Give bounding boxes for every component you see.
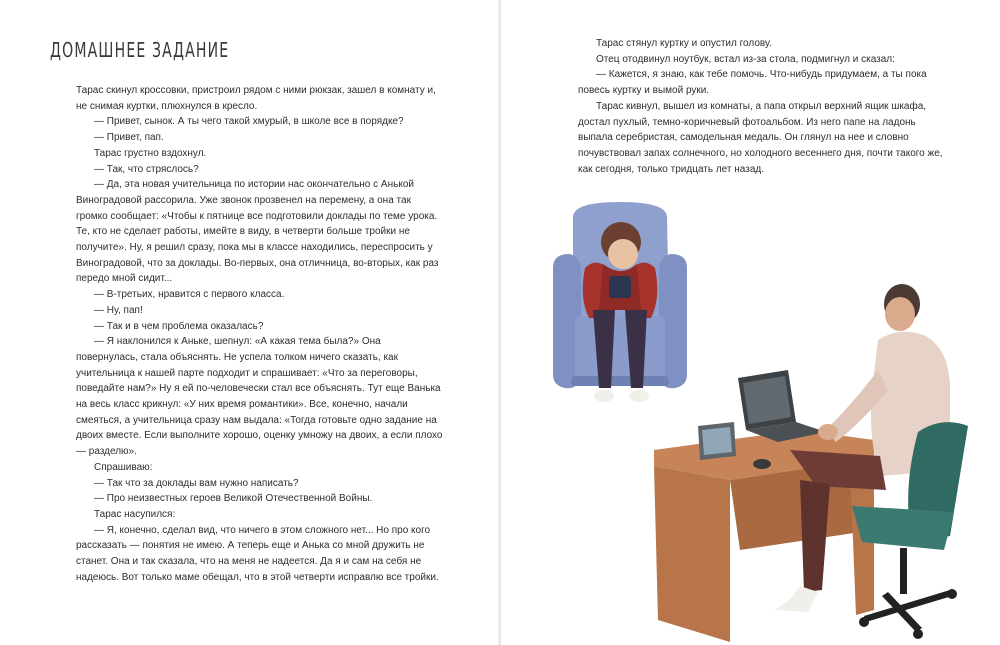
paragraph: — Да, эта новая учительница по истории нас окончательно с Анькой Виноградовой рассорила. Уже звонок прозвенел на перемену, а она так громко сообщает: «Чтобы к пятнице все подготовили доклады по теме урока. Те, кто не сделает работы, имейте в виду, в четверти больше тройки не получите». Ну, я решил сразу, пока мы в классе находились, переспросить у Виноградовой, что за доклады. Во-первых, она отличница, во-вторых, как раз передо мной сидит... — [76, 179, 439, 285]
left-page — [0, 0, 499, 645]
father-at-desk-illustration — [650, 280, 980, 642]
tablet — [698, 422, 736, 460]
paragraph: — Ну, пап! — [94, 304, 143, 316]
paragraph: Тарас насупился: — [94, 508, 176, 520]
mouse — [753, 459, 771, 469]
paragraph: — Так и в чем проблема оказалась? — [94, 320, 264, 332]
paragraph: — Кажется, я знаю, как тебе помочь. Что-нибудь придумаем, а ты пока повесь куртку и вымой руки. — [578, 69, 927, 97]
paragraph: Спрашиваю: — [94, 461, 153, 473]
paragraph: — Про неизвестных героев Великой Отечественной Войны. — [94, 493, 373, 505]
paragraph: Тарас грустно вздохнул. — [94, 147, 207, 159]
paragraph: — Привет, пап. — [94, 132, 164, 144]
paragraph: Тарас стянул куртку и опустил голову. — [596, 38, 772, 49]
paragraph: — Я наклонился к Аньке, шепнул: «А какая тема была?» Она повернулась, стала объяснять. Не успела толком ничего сказать, как учительница к нашей парте подходит и спрашивает: «Что за переговоры, поведайте нам?» Ну я ей по-человечески стал все объяснять. Тут еще Ванька на весь класс крикнул: «У них время романтики». Все, конечно, начали смеяться, а учительница сразу нам выдала: «Тогда готовьте одно задание на двоих вместе. Если выполните хорошо, оценку умножу на двоих, а если плохо — разделю». — [76, 336, 443, 458]
right-page-text — [578, 36, 946, 177]
paragraph: — Так что за доклады вам нужно написать? — [94, 477, 299, 489]
laptop — [738, 370, 826, 442]
left-page-text — [76, 83, 444, 586]
paragraph: — Я, конечно, сделал вид, что ничего в этом сложного нет... Но про кого рассказать — понятия не имею. А теперь еще и Анька со мной дружить не станет. Она и так сказала, что на меня не надеется. Да я и сам на себя не надеюсь. Вот только маме обещал, что в этой четверти исправлю все тройки. — [76, 524, 439, 583]
paragraph: — Так, что стряслось? — [94, 163, 199, 175]
paragraph: Тарас кивнул, вышел из комнаты, а папа открыл верхний ящик шкафа, достал пухлый, темно-коричневый фотоальбом. Из него папе на ладонь выпала серебристая, самодельная медаль. Он глянул на нее и словно почувствовал запах солнечного, но холодного весеннего дня, почти такого же, как сегодня, только тридцать лет назад. — [578, 100, 943, 175]
paragraph: — Привет, сынок. А ты чего такой хмурый, в школе все в порядке? — [94, 116, 404, 128]
paragraph: Отец отодвинул ноутбук, встал из-за стола, подмигнул и сказал: — [596, 53, 895, 65]
paragraph: — В-третьих, нравится с первого класса. — [94, 289, 285, 301]
chapter-title: ДОМАШНЕЕ ЗАДАНИЕ — [50, 38, 230, 62]
paragraph: Тарас скинул кроссовки, пристроил рядом с ними рюкзак, зашел в комнату и, не снимая куртки, плюхнулся в кресло. — [76, 85, 436, 112]
